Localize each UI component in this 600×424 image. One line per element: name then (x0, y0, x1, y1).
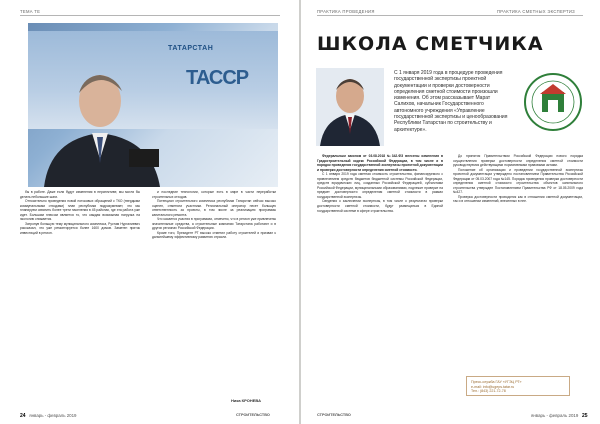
stage-text: ТАТАРСТАН (168, 45, 214, 52)
right-page (301, 0, 600, 424)
footer-right (531, 413, 588, 419)
paragraph: и последние технологии, которые есть в мире в части переработки строительных отходов. (152, 190, 276, 199)
contact-phone: Тел.: (843) 221-72-78 (471, 389, 506, 394)
right-column-2 (453, 154, 583, 204)
issue-date: январь - февраль 2019 (531, 413, 579, 418)
running-head-rule (20, 15, 280, 16)
footer-brand: СТРОИТЕЛЬСТВО (317, 413, 351, 417)
contact-email[interactable]: e-mail: info@ugeps.tatar.ru (471, 384, 515, 389)
footer-left (20, 413, 77, 419)
paragraph: Положение об организации и проведении государственной экспертизы проектной документации утверждено постановлением Правительства Российской Федерации от 05.03.2007 года №145. Порядок проведения проверки достоверности определения сметной стоимости строительства объектов капитального строительства утвержден Постановлением Правительства РФ от 18.05.2009 года №427. (453, 167, 583, 195)
speaker-figure (34, 63, 172, 187)
article-lead: С 1 января 2019 года в процедуре проведения государственной экспертизы проектной документации и проверки достоверности определения сметной стоимости произошли изменения. Об этом рассказывает Марат Салихов, начальник Государственного автономного учреждения «Управление государственной экспертизы и ценообразования Республики Татарстан по строительству и архитектуре». (394, 70, 508, 133)
article-title: ШКОЛА СМЕТЧИКА (317, 33, 544, 55)
portrait-figure (316, 68, 384, 146)
contact-org: Пресс-служба ГАУ «УГЭЦ РТ» (471, 380, 522, 384)
left-column-2 (152, 190, 276, 240)
page-number: 25 (581, 413, 588, 419)
paragraph: Относительно проведения новой потоковых обращений с ТКО (твердыми коммунальными отходами) план республики подразумевает, что мы планируем охватить более трети населения в 45 районах, где эта работа уже идет. Большим плюсом является то, что каждая возможная нагрузка на экологию снижается. (20, 199, 140, 222)
paragraph: Что касается участия в программах, отмечено, что в регион уже привлечены значительные средства, а строительные компании Татарстана работают и в других регионах Российской Федерации. (152, 217, 276, 231)
press-contact-box (466, 376, 570, 396)
paragraph: бы в работе. Даже если будут изменения в перспективе, мы могли бы делать небольшие шаги. (20, 190, 140, 199)
right-column-1 (317, 154, 443, 213)
portrait-photo (316, 68, 384, 146)
issue-date: январь - февраль 2019 (29, 413, 77, 418)
paragraph: Затронув большую тему муниципального комплекса, Рустам Нургалиевич рассказал, что уже ремонтируется более 1600 домов. Заметен приток инвестиций в регион. (20, 221, 140, 235)
left-column-1 (20, 190, 140, 235)
page-number: 24 (20, 413, 26, 419)
paragraph: До принятия Правительством Российской Федерации нового порядка осуществления проверки достоверности определения сметной стоимости руководствуемся действующими нормативными правовыми актами. (453, 154, 583, 168)
stage-logo-text: ТАССР (186, 67, 249, 89)
paragraph: Федеральным законом от 03.08.2018 №342-ФЗ внесены изменения в Градостроительный кодекс Российской Федерации, в том числе и в порядок проведения государственной экспертизы проектной документации и проверки достоверности определения сметной стоимости. (317, 154, 443, 172)
footer-brand: СТРОИТЕЛЬСТВО (236, 413, 270, 417)
organization-emblem (523, 70, 583, 134)
article-author: Ника КРОНЕВА (231, 398, 261, 403)
running-head-rule (317, 15, 583, 16)
paragraph: С 1 января 2019 года сметная стоимость строительства, финансируемого с привлечением средств бюджетов бюджетной системы Российской Федерации, средств юридических лиц, созданных Российской Федерацией, субъектами Российской Федерации, муниципальными образованиями, подлежит проверке на предмет достоверности определения сметной стоимости в рамках государственной экспертизы. (317, 172, 443, 199)
running-head-right: ПРАКТИКА ПРОВЕДЕНИЯ (317, 9, 375, 14)
event-photo (28, 23, 278, 187)
paragraph: Потенциал строительного комплекса республики Татарстан сейчас высоко оценен, отметили участники. Региональный оператор несет большую ответственность за проекты, в том числе за реализацию программы капитального ремонта. (152, 199, 276, 217)
running-head-right-secondary: ПРАКТИКА СМЕТНЫХ ЭКСПЕРТИЗ (497, 9, 575, 14)
paragraph: Проверка достоверности проводится как в отношении сметной документации, так и в отношении изменений, внесенных в нее. (453, 194, 583, 204)
left-page (0, 0, 299, 424)
running-head-left: ТЕМА ТЕ (20, 9, 41, 14)
paragraph: Сведения о заключении экспертизы, в том числе о результатах проверки достоверности сметной стоимости, будут размещаться в Единой государственной системе в сфере строительства. (317, 199, 443, 213)
paragraph: Кроме того, Президент РТ высоко отметил работу строителей и призвал к дальнейшему эффективному развитию отрасли. (152, 230, 276, 240)
